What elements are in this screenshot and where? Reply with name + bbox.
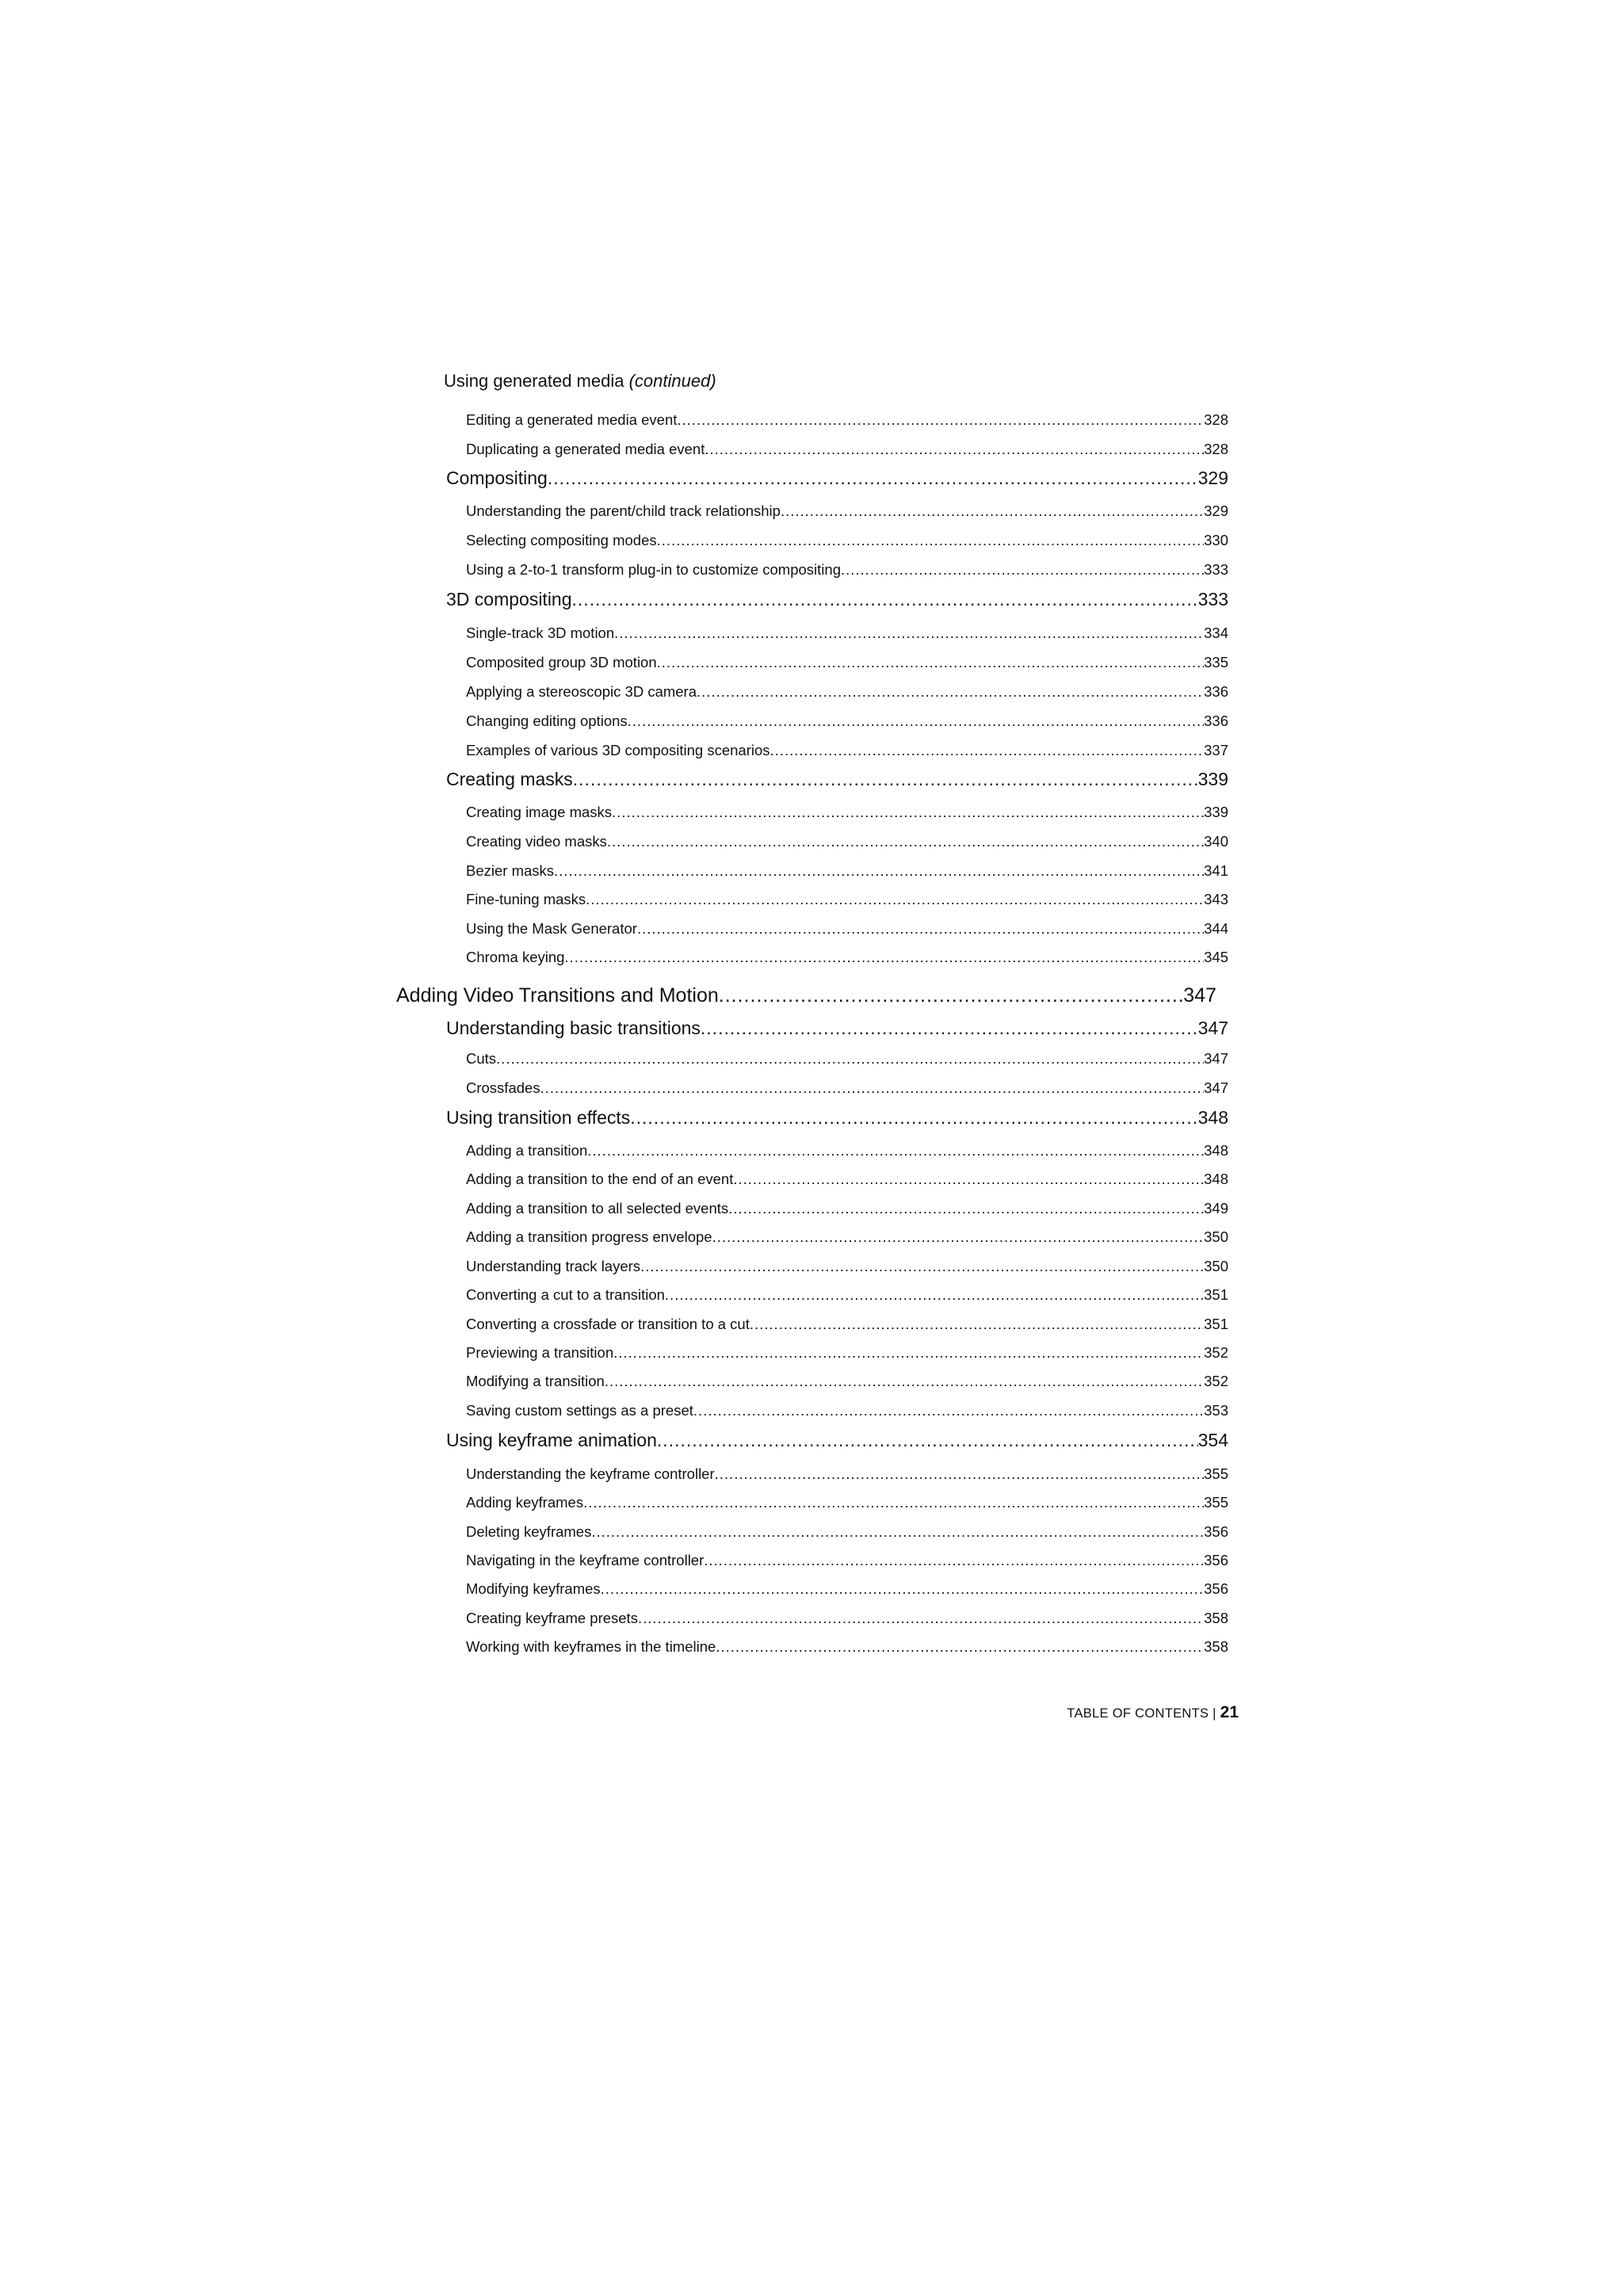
dot-leader [583, 1494, 1204, 1511]
toc-entry-page: 339 [1204, 804, 1228, 820]
toc-entry-page: 348 [1204, 1171, 1228, 1187]
toc-entry-title: Adding a transition to all selected events [466, 1200, 729, 1217]
toc-entry[interactable] [446, 769, 1228, 790]
toc-entry[interactable] [466, 683, 1228, 701]
toc-entry[interactable] [466, 1402, 1228, 1419]
dot-leader [564, 949, 1204, 966]
toc-entry-page: 344 [1204, 920, 1228, 937]
toc-entry-title: Adding a transition to the end of an event [466, 1171, 734, 1187]
toc-entry-title: Cuts [466, 1050, 497, 1067]
toc-entry-page: 355 [1204, 1465, 1228, 1482]
dot-leader [728, 1200, 1204, 1217]
toc-entry[interactable] [466, 1552, 1228, 1569]
toc-entry-title: Adding a transition [466, 1142, 588, 1159]
dot-leader [705, 441, 1204, 458]
toc-entry-title: Crossfades [466, 1079, 540, 1096]
toc-entry-title: Creating video masks [466, 833, 607, 850]
continued-heading-suffix: (continued) [628, 371, 716, 391]
dot-leader [841, 561, 1204, 579]
toc-entry[interactable] [466, 625, 1228, 642]
dot-leader [591, 1523, 1204, 1541]
dot-leader [613, 1344, 1204, 1362]
continued-heading-title: Using generated media [444, 371, 624, 391]
toc-entry-page: 348 [1204, 1142, 1228, 1159]
toc-entry-page: 356 [1204, 1580, 1228, 1597]
toc-entry-page: 345 [1204, 949, 1228, 965]
dot-leader [733, 1171, 1204, 1188]
dot-leader [657, 1430, 1198, 1451]
toc-entry-page: 348 [1197, 1107, 1228, 1128]
dot-leader [601, 1580, 1204, 1598]
dot-leader [719, 984, 1184, 1007]
dot-leader [701, 1018, 1198, 1039]
toc-entry-page: 328 [1204, 441, 1228, 457]
toc-entry[interactable] [446, 1018, 1228, 1039]
toc-entry-title: Converting a crossfade or transition to a cut [466, 1316, 750, 1332]
toc-entry-title: Adding a transition progress envelope [466, 1228, 712, 1245]
dot-leader [640, 1258, 1204, 1275]
toc-entry-title: 3D compositing [446, 589, 572, 609]
dot-leader [630, 1107, 1197, 1129]
toc-entry[interactable] [466, 1258, 1228, 1275]
page-footer [872, 1703, 1239, 1722]
toc-entry[interactable] [466, 532, 1228, 549]
toc-entry-page: 329 [1204, 502, 1228, 519]
footer-label: TABLE OF CONTENTS | [1067, 1706, 1216, 1721]
toc-entry[interactable] [466, 1610, 1228, 1627]
toc-entry-title: Using keyframe animation [446, 1430, 657, 1450]
toc-entry-title: Converting a cut to a transition [466, 1286, 665, 1303]
toc-entry-page: 349 [1204, 1200, 1228, 1217]
toc-entry-page: 355 [1204, 1494, 1228, 1511]
toc-entry[interactable] [466, 862, 1228, 880]
toc-entry[interactable] [466, 1344, 1228, 1362]
toc-entry-title: Understanding basic transitions [446, 1018, 701, 1038]
dot-leader [587, 1142, 1204, 1159]
toc-entry[interactable] [466, 1228, 1228, 1246]
toc-entry-title: Previewing a transition [466, 1344, 614, 1361]
toc-entry-title: Modifying a transition [466, 1373, 605, 1389]
toc-entry-page: 354 [1197, 1430, 1228, 1450]
toc-entry-title: Modifying keyframes [466, 1580, 601, 1597]
toc-entry-title: Duplicating a generated media event [466, 441, 705, 457]
dot-leader [781, 502, 1204, 520]
toc-entry[interactable] [446, 468, 1228, 489]
toc-entry[interactable] [466, 1580, 1228, 1598]
dot-leader [712, 1228, 1205, 1246]
toc-entry[interactable] [466, 1286, 1228, 1304]
toc-entry-title: Selecting compositing modes [466, 532, 657, 548]
toc-entry-title: Working with keyframes in the timeline [466, 1638, 716, 1655]
toc-entry-page: 351 [1204, 1316, 1228, 1332]
dot-leader [704, 1552, 1204, 1569]
toc-entry-page: 347 [1183, 984, 1216, 1007]
dot-leader [693, 1402, 1204, 1419]
toc-entry-title: Navigating in the keyframe controller [466, 1552, 705, 1568]
toc-entry-page: 352 [1204, 1344, 1228, 1361]
toc-entry-title: Adding Video Transitions and Motion [396, 984, 719, 1007]
toc-entry-title: Editing a generated media event [466, 411, 678, 428]
toc-entry[interactable] [446, 1430, 1228, 1451]
dot-leader [665, 1286, 1204, 1304]
toc-entry-title: Creating masks [446, 769, 573, 789]
dot-leader [628, 712, 1204, 730]
toc-entry-title: Using transition effects [446, 1107, 631, 1128]
dot-leader [612, 804, 1204, 821]
toc-entry-title: Understanding track layers [466, 1258, 641, 1274]
toc-entry-page: 337 [1204, 742, 1228, 758]
toc-entry-page: 336 [1204, 683, 1228, 700]
toc-entry-page: 333 [1204, 561, 1228, 578]
toc-entry-page: 353 [1204, 1402, 1228, 1419]
toc-entry[interactable] [466, 1465, 1228, 1483]
dot-leader [697, 683, 1204, 701]
dot-leader [540, 1079, 1205, 1097]
toc-entry-title: Using the Mask Generator [466, 920, 637, 937]
dot-leader [572, 589, 1198, 610]
toc-entry[interactable] [466, 920, 1228, 938]
footer-page-number: 21 [1220, 1703, 1239, 1721]
toc-entry-page: 356 [1204, 1552, 1228, 1568]
dot-leader [637, 920, 1204, 938]
toc-entry-page: 341 [1204, 862, 1228, 879]
toc-entry[interactable] [466, 1171, 1228, 1188]
toc-entry-page: 336 [1204, 712, 1228, 729]
toc-entry-title: Examples of various 3D compositing scenarios [466, 742, 770, 758]
toc-entry[interactable] [466, 1079, 1228, 1097]
toc-entry-title: Changing editing options [466, 712, 628, 729]
toc-entry[interactable] [466, 1200, 1228, 1217]
toc-entry-page: 351 [1204, 1286, 1228, 1303]
toc-entry-page: 335 [1204, 654, 1228, 670]
toc-entry[interactable] [466, 1050, 1228, 1068]
toc-entry-page: 333 [1197, 589, 1228, 609]
dot-leader [715, 1465, 1204, 1483]
toc-entry[interactable] [446, 1107, 1228, 1129]
toc-entry-page: 347 [1204, 1050, 1228, 1067]
toc-entry[interactable] [466, 1638, 1228, 1656]
dot-leader [554, 862, 1204, 880]
dot-leader [677, 411, 1204, 429]
toc-entry-page: 350 [1204, 1258, 1228, 1274]
toc-entry[interactable] [466, 502, 1228, 520]
toc-entry-title: Creating keyframe presets [466, 1610, 638, 1626]
toc-entry-page: 328 [1204, 411, 1228, 428]
toc-entry-title: Adding keyframes [466, 1494, 584, 1511]
toc-entry-page: 356 [1204, 1523, 1228, 1540]
dot-leader [638, 1610, 1204, 1627]
toc-entry[interactable] [396, 984, 1216, 1007]
toc-entry-title: Compositing [446, 468, 548, 488]
toc-entry[interactable] [466, 411, 1228, 429]
toc-entry[interactable] [466, 1316, 1228, 1333]
toc-entry-title: Deleting keyframes [466, 1523, 592, 1540]
dot-leader [657, 532, 1204, 549]
toc-entry-page: 347 [1204, 1079, 1228, 1096]
dot-leader [770, 742, 1205, 759]
toc-entry-page: 329 [1197, 468, 1228, 488]
toc-entry-title: Creating image masks [466, 804, 613, 820]
toc-entry-page: 339 [1197, 769, 1228, 789]
dot-leader [607, 833, 1204, 850]
toc-entry[interactable] [466, 654, 1228, 671]
toc-entry-page: 358 [1204, 1638, 1228, 1655]
dot-leader [586, 891, 1204, 908]
toc-entry-page: 347 [1197, 1018, 1228, 1038]
toc-entry-title: Composited group 3D motion [466, 654, 657, 670]
dot-leader [614, 625, 1204, 642]
continued-section-heading [444, 371, 716, 392]
toc-entry-page: 343 [1204, 891, 1228, 907]
dot-leader [605, 1373, 1204, 1390]
toc-entry-page: 352 [1204, 1373, 1228, 1389]
toc-entry-page: 330 [1204, 532, 1228, 548]
toc-entry[interactable] [466, 1142, 1228, 1159]
toc-entry[interactable] [466, 441, 1228, 458]
dot-leader [750, 1316, 1204, 1333]
toc-entry[interactable] [466, 891, 1228, 908]
toc-entry[interactable] [466, 833, 1228, 850]
toc-entry-title: Chroma keying [466, 949, 565, 965]
toc-entry[interactable] [466, 742, 1228, 759]
toc-entry-title: Fine-tuning masks [466, 891, 586, 907]
toc-entry[interactable] [466, 712, 1228, 730]
toc-entry-title: Single-track 3D motion [466, 625, 615, 641]
toc-entry-title: Bezier masks [466, 862, 555, 879]
toc-entry-page: 340 [1204, 833, 1228, 850]
dot-leader [573, 769, 1198, 790]
toc-entry[interactable] [466, 949, 1228, 966]
toc-entry-title: Using a 2-to-1 transform plug-in to customize compositing [466, 561, 841, 578]
toc-entry-page: 334 [1204, 625, 1228, 641]
toc-entry-page: 350 [1204, 1228, 1228, 1245]
toc-entry[interactable] [466, 804, 1228, 821]
dot-leader [548, 468, 1198, 489]
toc-entry[interactable] [466, 1523, 1228, 1541]
toc-entry-title: Applying a stereoscopic 3D camera [466, 683, 697, 700]
toc-entry-title: Saving custom settings as a preset [466, 1402, 693, 1419]
toc-entry-title: Understanding the keyframe controller [466, 1465, 715, 1482]
toc-entry[interactable] [466, 1494, 1228, 1511]
toc-entry[interactable] [446, 589, 1228, 610]
toc-entry[interactable] [466, 1373, 1228, 1390]
dot-leader [716, 1638, 1204, 1656]
toc-entry-title: Understanding the parent/child track relationship [466, 502, 781, 519]
toc-entry-page: 358 [1204, 1610, 1228, 1626]
dot-leader [496, 1050, 1204, 1068]
dot-leader [657, 654, 1204, 671]
toc-entry[interactable] [466, 561, 1228, 579]
